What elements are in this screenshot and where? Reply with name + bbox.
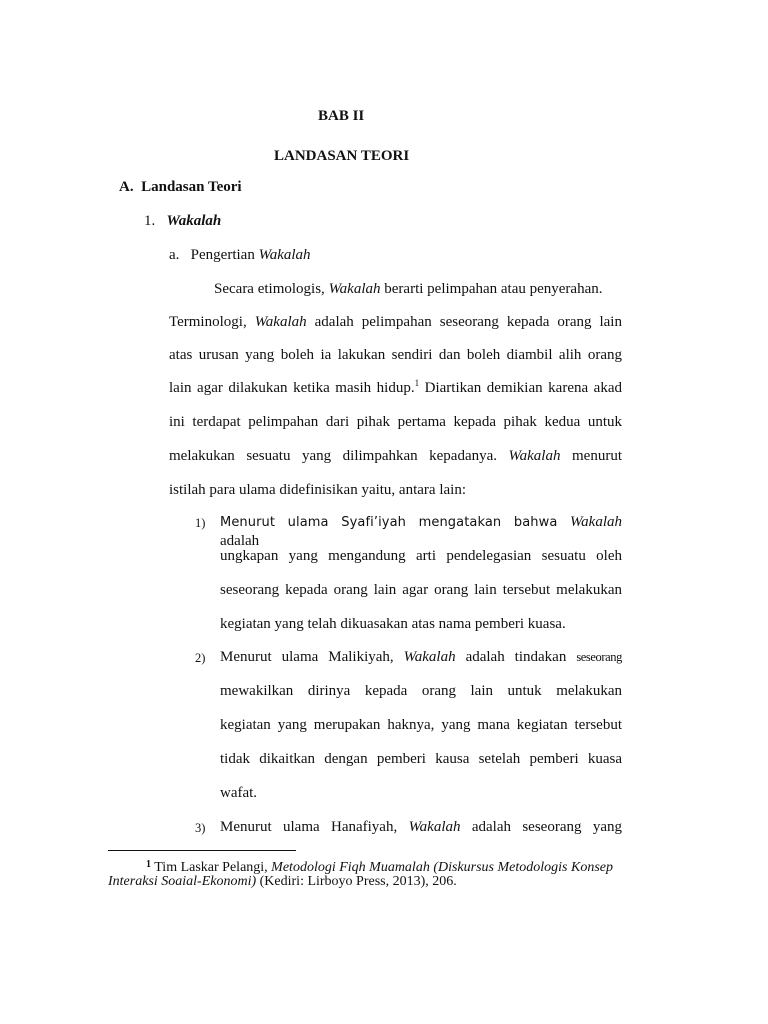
paragraph-line-1: Secara etimologis, Wakalah berarti pelimpahan atau penyerahan. — [214, 281, 603, 297]
footnote-separator — [108, 850, 296, 851]
footnote-publication: (Kediri: Lirboyo Press, 2013), 206. — [256, 874, 457, 889]
paragraph-line-7: istilah para ulama didefinisikan yaitu, antara lain: — [169, 482, 466, 498]
subsection-number: 1. — [144, 213, 156, 229]
subsubsection-letter: a. — [169, 247, 180, 263]
paragraph-line-2: Terminologi, Wakalah adalah pelimpahan seseorang kepada orang lain — [169, 314, 622, 330]
list-item-2-line-2: mewakilkan dirinya kepada orang lain untuk melakukan — [220, 683, 622, 699]
list-item-2-line-4: tidak dikaitkan dengan pemberi kausa setelah pemberi kuasa — [220, 751, 622, 767]
section-title: Landasan Teori — [141, 179, 242, 195]
footnote-line-2 — [108, 873, 457, 890]
list-item-3-marker: 3) — [195, 821, 206, 835]
footnote-title-2: Interaksi Soaial-Ekonomi) — [108, 874, 257, 889]
list-item-1-line-3: seseorang kepada orang lain agar orang lain tersebut melakukan — [220, 582, 622, 598]
footnote-mark: 1 — [146, 859, 151, 870]
list-item-1-marker: 1) — [195, 516, 206, 530]
list-item-2-marker: 2) — [195, 651, 206, 665]
subsubsection-title-plain: Pengertian — [190, 247, 259, 263]
paragraph-line-5: ini terdapat pelimpahan dari pihak pertama kepada pihak kedua untuk — [169, 414, 622, 430]
list-item-2-line-3: kegiatan yang merupakan haknya, yang mana kegiatan tersebut — [220, 717, 622, 733]
subsection-title: Wakalah — [166, 213, 222, 229]
section-letter: A. — [119, 179, 134, 195]
list-item-2-line-1: Menurut ulama Malikiyah, Wakalah adalah tindakan seseorang — [220, 649, 622, 665]
subsubsection-heading — [169, 246, 311, 264]
paragraph-line-4: lain agar dilakukan ketika masih hidup.$^1$ Diartikan demikian karena akad — [169, 378, 622, 396]
footnote-author: Tim Laskar Pelangi, — [151, 860, 272, 875]
list-item-2-line-5: wafat. — [220, 785, 258, 801]
list-item-3-line-1: Menurut ulama Hanafiyah, Wakalah adalah seseorang yang — [220, 819, 622, 835]
chapter-number: BAB II — [318, 108, 365, 124]
chapter-title: LANDASAN TEORI — [274, 148, 410, 164]
section-heading — [119, 178, 242, 196]
footnote-title-1: Metodologi Fiqh Muamalah (Diskursus Metodologis Konsep — [271, 860, 613, 875]
list-item-1-line-2: ungkapan yang mengandung arti pendelegasian sesuatu oleh — [220, 548, 622, 564]
list-item-1-line-1: Menurut ulama Syafi’iyah mengatakan bahwa Wakalah adalah — [220, 514, 622, 549]
list-item-1-line-4: kegiatan yang telah dikuasakan atas nama pemberi kuasa. — [220, 616, 566, 632]
paragraph-line-3: atas urusan yang boleh ia lakukan sendiri dan boleh diambil alih orang — [169, 347, 622, 363]
subsection-heading — [144, 212, 221, 230]
paragraph-line-6: melakukan sesuatu yang dilimpahkan kepadanya. Wakalah menurut — [169, 448, 622, 464]
footnote-reference[interactable]: 1 — [414, 378, 420, 388]
subsubsection-title-italic: Wakalah — [258, 247, 311, 263]
